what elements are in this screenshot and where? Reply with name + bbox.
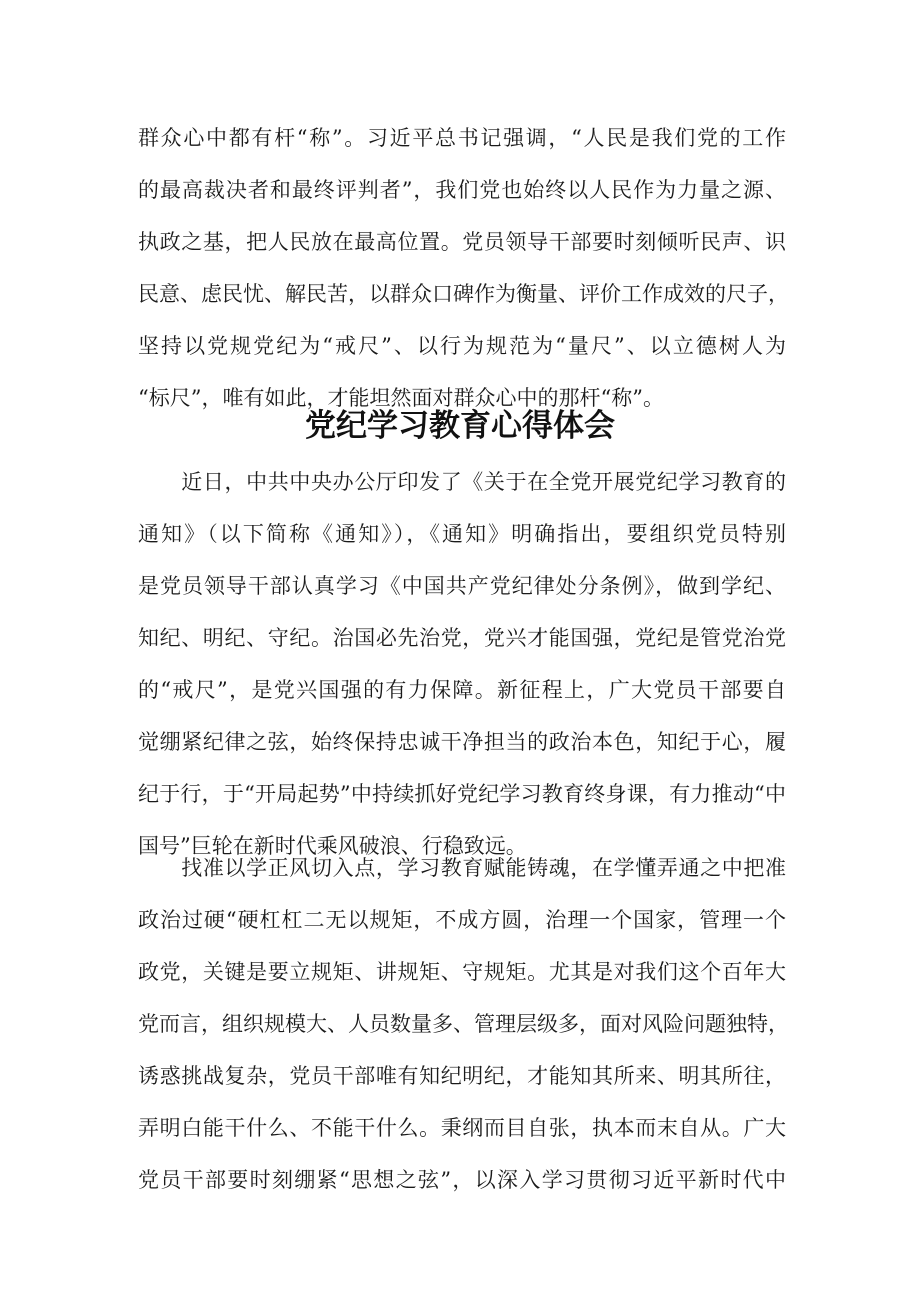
text-line: 政治过硬“硬杠杠二无以规矩，不成方圆，治理一个国家，管理一个 — [138, 908, 786, 932]
text-line: 坚持以党规党纪为“戒尺”、以行为规范为“量尺”、以立德树人为 — [138, 334, 786, 358]
paragraph-body — [138, 842, 789, 1206]
paragraph-intro — [138, 456, 786, 872]
text-line: 党员干部要时刻绷紧“思想之弦”，以深入学习贯彻习近平新时代中 — [138, 1168, 786, 1192]
document-title: 党纪学习教育心得体会 — [305, 408, 615, 444]
text-line: 的最高裁决者和最终评判者”，我们党也始终以人民作为力量之源、 — [138, 178, 786, 202]
paragraph-continuation — [138, 112, 789, 424]
text-line: 的“戒尺”，是党兴国强的有力保障。新征程上，广大党员干部要自 — [138, 678, 786, 702]
text-line: “标尺”，唯有如此，才能坦然面对群众心中的那杆“称”。 — [138, 386, 664, 410]
text-line: 政党，关键是要立规矩、讲规矩、守规矩。尤其是对我们这个百年大 — [138, 960, 786, 984]
text-line: 执政之基，把人民放在最高位置。党员领导干部要时刻倾听民声、识 — [138, 230, 786, 254]
text-line: 国号”巨轮在新时代乘风破浪、行稳致远。 — [138, 834, 527, 858]
text-line: 纪于行，于“开局起势”中持续抓好党纪学习教育终身课，有力推动“中 — [138, 782, 786, 806]
text-line: 诱惑挑战复杂，党员干部唯有知纪明纪，才能知其所来、明其所往， — [138, 1064, 786, 1088]
text-line: 民意、虑民忧、解民苦，以群众口碑作为衡量、评价工作成效的尺子， — [138, 282, 789, 306]
text-line: 是党员领导干部认真学习《中国共产党纪律处分条例》，做到学纪、 — [138, 574, 786, 598]
text-line: 弄明白能干什么、不能干什么。秉纲而目自张，执本而末自从。广大 — [138, 1116, 786, 1140]
text-line: 知纪、明纪、守纪。治国必先治党，党兴才能国强，党纪是管党治党 — [138, 626, 786, 650]
text-line: 找准以学正风切入点，学习教育赋能铸魂，在学懂弄通之中把准 — [138, 856, 786, 880]
text-line: 群众心中都有杆“称”。习近平总书记强调，“人民是我们党的工作 — [138, 126, 786, 150]
text-line: 通知》（以下简称《通知》），《通知》明确指出，要组织党员特别 — [138, 522, 786, 546]
text-line: 党而言，组织规模大、人员数量多、管理层级多，面对风险问题独特， — [138, 1012, 789, 1036]
text-line: 近日，中共中央办公厅印发了《关于在全党开展党纪学习教育的 — [138, 470, 786, 494]
text-line: 觉绷紧纪律之弦，始终保持忠诚干净担当的政治本色，知纪于心，履 — [138, 730, 786, 754]
